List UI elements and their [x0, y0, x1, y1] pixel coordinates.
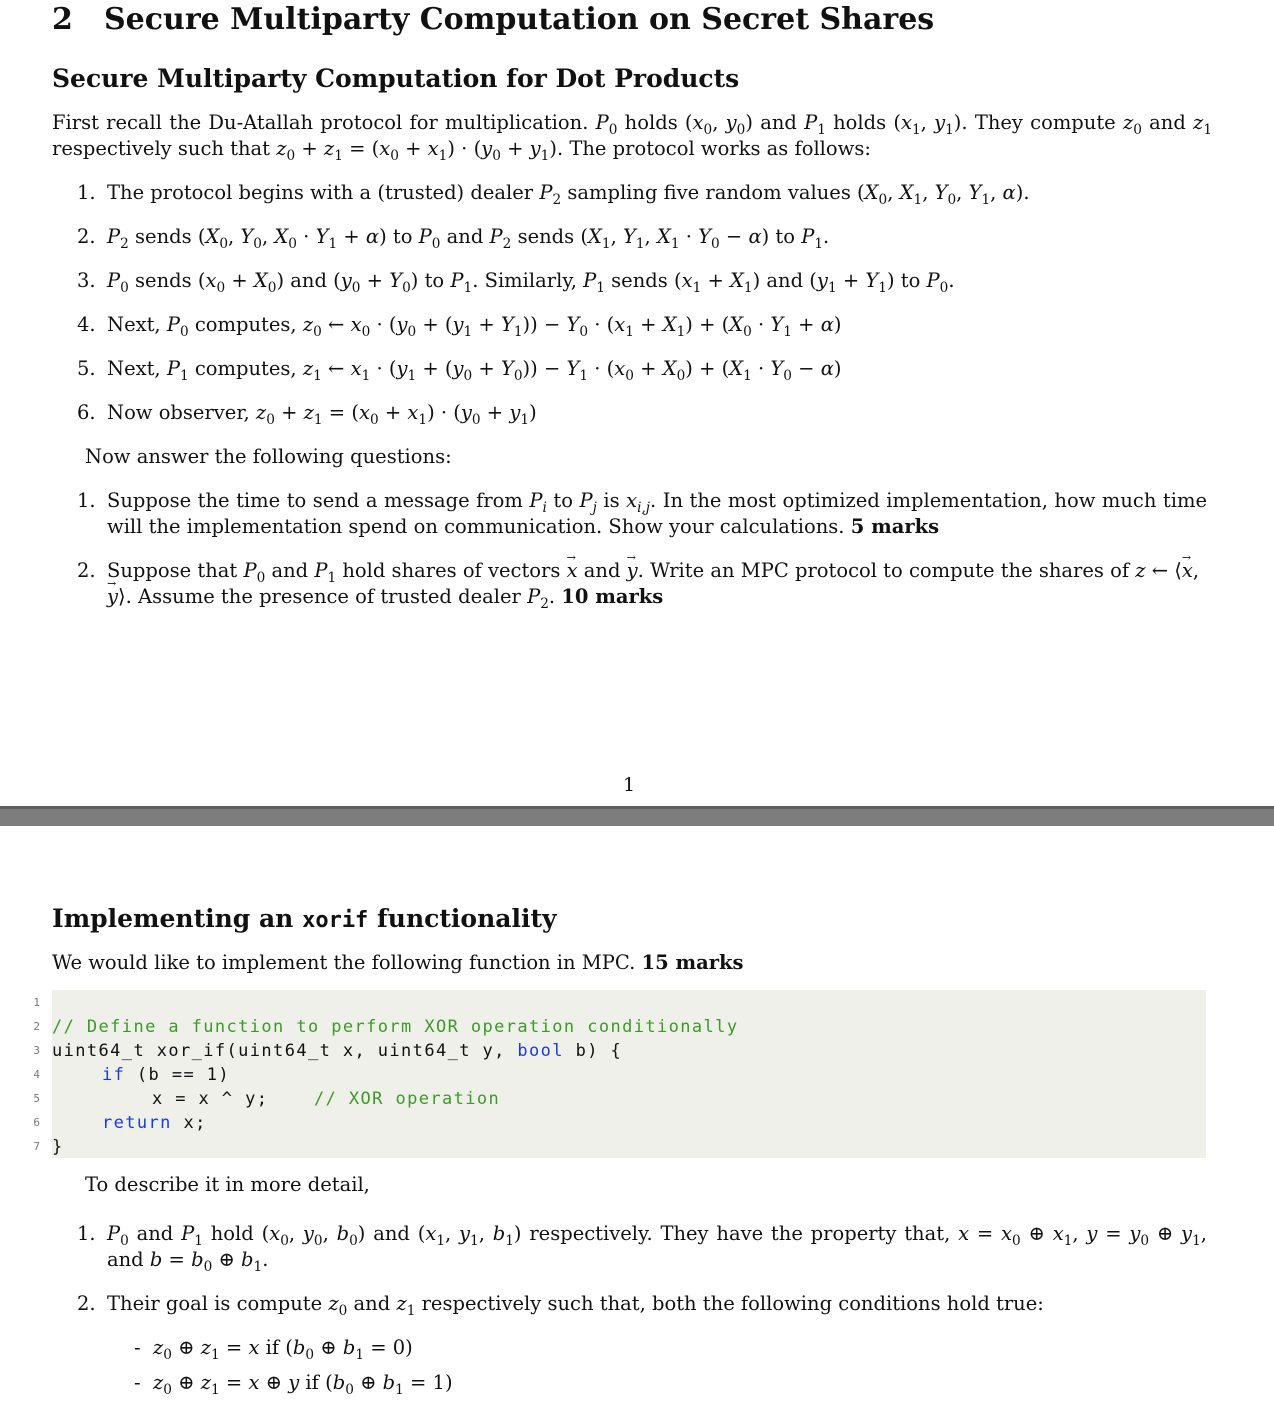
page-number: 1	[623, 774, 636, 796]
protocol-step: 2. $P_2$ sends ($X_0$, $Y_0$, $X_0 \cdot Y_1 + \alpha$) to $P_0$ and $P_2$ sends ($X_1$, $Y_1$, $X_1 \cdot Y_0 - \alpha$) to $P_1$.	[77, 225, 830, 252]
intro-paragraph: First recall the Du-Atallah protocol for multiplication. $P_0$ holds ($x_0$, $y_0$) and $P_1$ holds ($x_1$, $y_1$). They compute $z_0$ and $z_1$ respectively such that $z_0 + z_1 = (x_0 + x_1) \cdot (y_0 + y_1)$. The protocol works as follows:	[52, 111, 1212, 164]
section-number: 2	[52, 2, 73, 37]
question-item: 2. Suppose that $P_0$ and $P_1$ hold shares of vectors → x and → y. Write an MPC protocol to compute the shares of z ← ⟨→ x, → y⟩. Assume the presence of trusted dealer $P_2$. 10 marks	[107, 558, 1207, 610]
xorif-intro: We would like to implement the following function in MPC. 15 marks	[52, 951, 744, 974]
code-line: 4 if (b == 1)	[33, 1065, 230, 1085]
requirement-item: 1. $P_0$ and $P_1$ hold ($x_0$, $y_0$, $b_0$) and ($x_1$, $y_1$, $b_1$) respectively. They have the property that, $x = x_0$ ⊕ $x_1$, $y = y_0$ ⊕ $y_1$, and $b = b_0$ ⊕ $b_1$.	[77, 1222, 1207, 1275]
code-line: 7 }	[33, 1137, 64, 1157]
marks-label: 15 marks	[641, 951, 744, 974]
questions-intro: Now answer the following questions:	[85, 445, 452, 468]
protocol-step: 6. Now observer, $z_0 + z_1 = (x_0 + x_1) \cdot (y_0 + y_1)$	[77, 401, 537, 428]
condition-item: - $z_0$ ⊕ $z_1 = x$ if ($b_0$ ⊕ $b_1 = 0$)	[134, 1336, 413, 1363]
section-heading	[52, 2, 934, 37]
detail-intro: To describe it in more detail,	[85, 1173, 370, 1196]
protocol-step: 3. $P_0$ sends $(x_0 + X_0)$ and $(y_0 + Y_0)$ to $P_1$. Similarly, $P_1$ sends $(x_1 + X_1)$ and $(y_1 + Y_1)$ to $P_0$.	[77, 269, 955, 296]
document-page-2	[0, 826, 1274, 1414]
code-line: 3 uint64_t xor_if(uint64_t x, uint64_t y, bool b) {	[33, 1041, 623, 1061]
question-item: 1. Suppose the time to send a message from $P_i$ to $P_j$ is $x_{i,j}$. In the most optimized implementation, how much time will the implementation spend on communication. Show your calculations. 5 marks	[77, 489, 1208, 538]
requirement-item: 2. Their goal is compute $z_0$ and $z_1$ respectively such that, both the following conditions hold true:	[77, 1292, 1044, 1319]
marks-label: 5 marks	[850, 515, 940, 538]
page-separator	[0, 806, 1274, 826]
subsection-title-dot-products: Secure Multiparty Computation for Dot Products	[52, 64, 740, 93]
code-comment: // Define a function to perform XOR operation conditionally	[52, 1017, 739, 1037]
code-line: 6 return x;	[33, 1113, 207, 1133]
code-comment: // XOR operation	[314, 1089, 501, 1109]
subsection-title-xorif: Implementing an xorif functionality	[52, 904, 557, 933]
section-title: Secure Multiparty Computation on Secret Shares	[104, 2, 935, 37]
protocol-step: 4. Next, $P_0$ computes, $z_0$ ← $x_0 \cdot (y_0 + (y_1 + Y_1)) - Y_0 \cdot (x_1 + X_1) + (X_0 \cdot Y_1 + \alpha)$	[77, 313, 842, 340]
code-line: 5 x = x ^ y; // XOR operation	[33, 1089, 501, 1109]
condition-item: - $z_0$ ⊕ $z_1 = x$ ⊕ y if ($b_0$ ⊕ $b_1 = 1$)	[134, 1371, 453, 1398]
protocol-step: 1. The protocol begins with a (trusted) dealer $P_2$ sampling five random values ($X_0$, $X_1$, $Y_0$, $Y_1$, α).	[77, 181, 1030, 208]
marks-label: 10 marks	[561, 585, 664, 608]
code-line: 2 // Define a function to perform XOR operation conditionally	[33, 1017, 739, 1037]
code-line: 1	[33, 996, 40, 1009]
protocol-step: 5. Next, $P_1$ computes, $z_1$ ← $x_1 \cdot (y_1 + (y_0 + Y_0)) - Y_1 \cdot (x_0 + X_0) + (X_1 \cdot Y_0 - \alpha)$	[77, 357, 842, 384]
